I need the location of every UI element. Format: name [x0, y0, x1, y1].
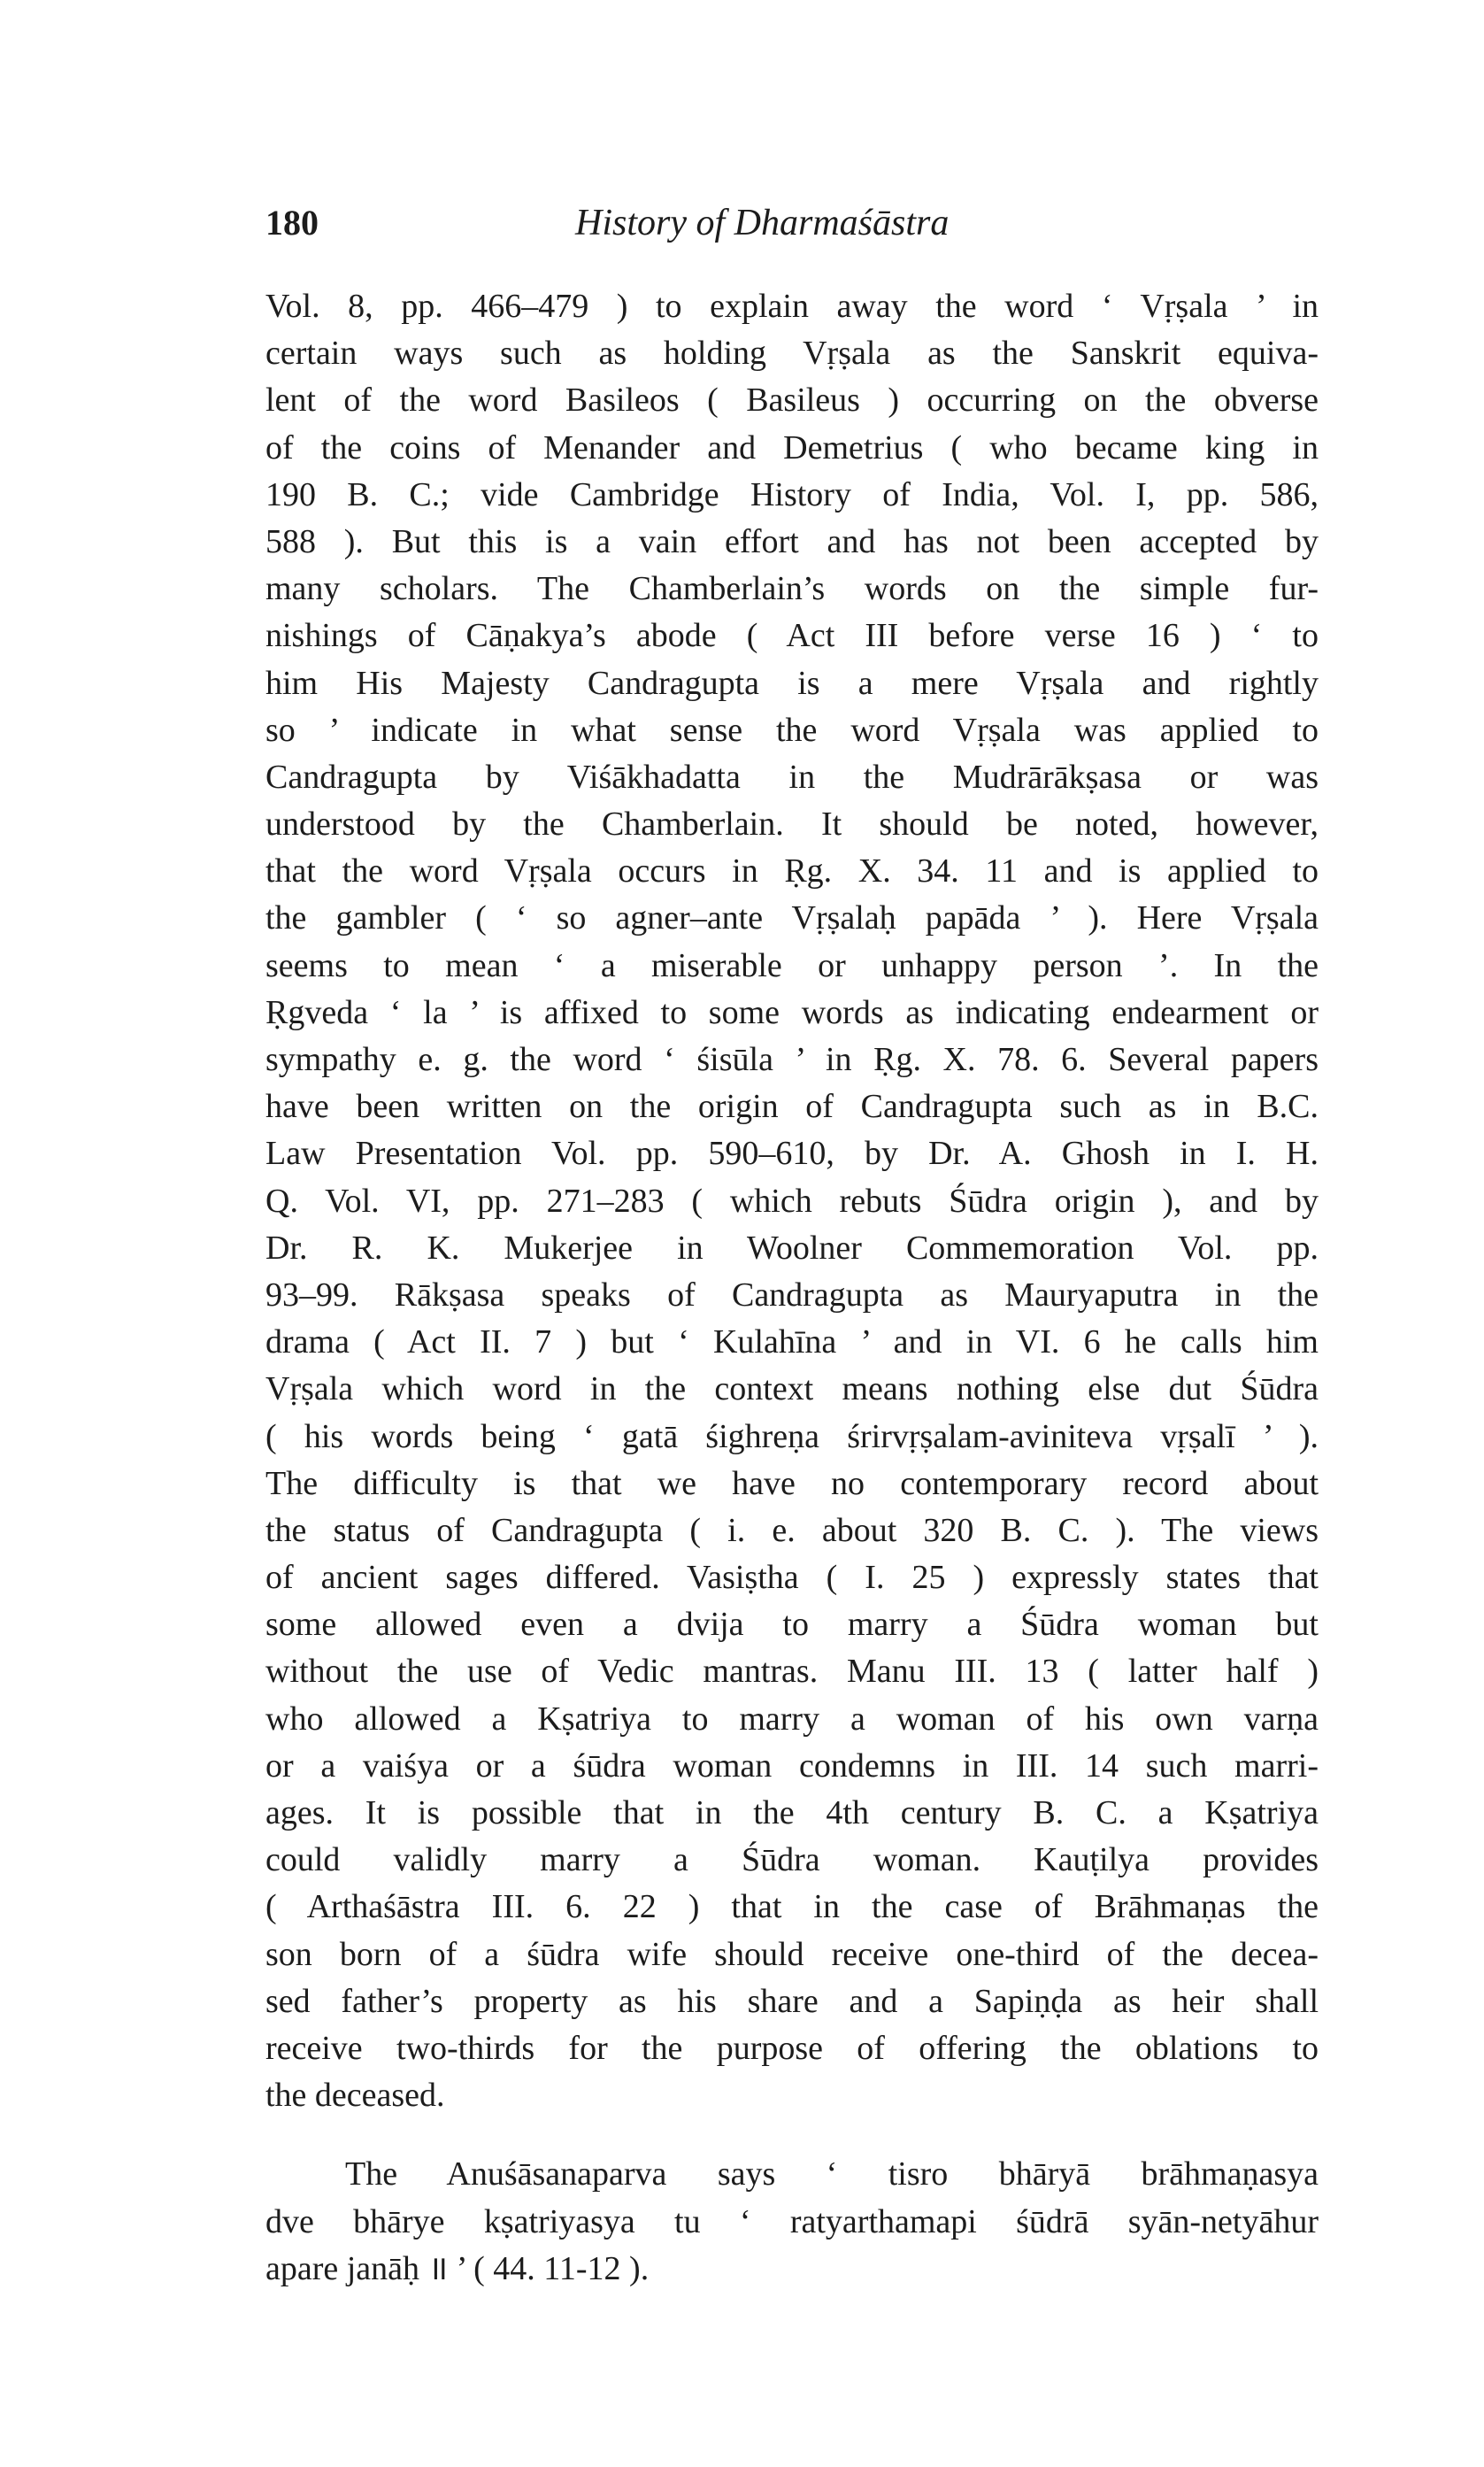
text-line: receive two-thirds for the purpose of offering the oblations to: [265, 2029, 1319, 2067]
text-line: so ’ indicate in what sense the word Vṛṣala was applied to: [265, 711, 1319, 749]
text-line: lent of the word Basileos ( Basileus ) occurring on the obverse: [265, 382, 1319, 420]
text-line: sed father’s property as his share and a Sapiṇḍa as heir shall: [265, 1982, 1319, 2020]
text-line: apare janāḥ ॥ ’ ( 44. 11-12 ).: [265, 2249, 650, 2287]
text-line: sympathy e. g. the word ‘ śisūla ’ in Ṛg. X. 78. 6. Several papers: [265, 1041, 1319, 1078]
paragraph-1: [265, 283, 1319, 2119]
text-line: of the coins of Menander and Demetrius ( who became king in: [265, 428, 1319, 466]
text-line: ( his words being ‘ gatā śighreṇa śrirvṛṣalam-aviniteva vṛṣalī ’ ).: [265, 1417, 1319, 1455]
text-line: or a vaiśya or a śūdra woman condemns in III. 14 such marri-: [265, 1746, 1319, 1785]
text-line: The Anuśāsanaparva says ‘ tisro bhāryā brāhmaṇasya: [345, 2155, 1319, 2193]
text-line: some allowed even a dvija to marry a Śūdra woman but: [265, 1606, 1319, 1644]
text-line: the status of Candragupta ( i. e. about 320 B. C. ). The views: [265, 1511, 1319, 1549]
text-line: ages. It is possible that in the 4th century B. C. a Kṣatriya: [265, 1794, 1319, 1831]
text-line: certain ways such as holding Vṛṣala as the Sanskrit equiva-: [265, 335, 1319, 373]
text-line: Vṛṣala which word in the context means nothing else dut Śūdra: [265, 1370, 1319, 1408]
text-line: understood by the Chamberlain. It should be noted, however,: [265, 806, 1319, 844]
text-line: of ancient sages differed. Vasiṣtha ( I. 25 ) expressly states that: [265, 1559, 1319, 1597]
text-line: Candragupta by Viśākhadatta in the Mudrārākṣasa or was: [265, 758, 1319, 796]
text-line: ( Arthaśāstra III. 6. 22 ) that in the case of Brāhmaṇas the: [265, 1888, 1319, 1926]
text-line: seems to mean ‘ a miserable or unhappy person ’. In the: [265, 946, 1319, 984]
paragraph-2: [265, 2151, 1319, 2293]
page-number: 180: [265, 203, 319, 243]
text-line: could validly marry a Śūdra woman. Kauṭilya provides: [265, 1841, 1319, 1879]
text-line: son born of a śūdra wife should receive one-third of the decea-: [265, 1935, 1319, 1973]
text-line: Ṛgveda ‘ la ’ is affixed to some words as indicating endearment or: [265, 993, 1319, 1031]
text-line: 190 B. C.; vide Cambridge History of India, Vol. I, pp. 586,: [265, 475, 1319, 513]
text-line: that the word Vṛṣala occurs in Ṛg. X. 34. 11 and is applied to: [265, 852, 1319, 890]
running-title: History of Dharmaśāstra: [575, 203, 950, 243]
text-line: drama ( Act II. 7 ) but ‘ Kulahīna ’ and in VI. 6 he calls him: [265, 1323, 1319, 1361]
text-line: without the use of Vedic mantras. Manu III. 13 ( latter half ): [265, 1653, 1319, 1691]
text-line: nishings of Cāṇakya’s abode ( Act III before verse 16 ) ‘ to: [265, 617, 1319, 655]
text-line: 588 ). But this is a vain effort and has not been accepted by: [265, 522, 1319, 560]
text-line: Dr. R. K. Mukerjee in Woolner Commemoration Vol. pp.: [265, 1229, 1319, 1267]
text-line: Vol. 8, pp. 466–479 ) to explain away the word ‘ Vṛṣala ’ in: [265, 288, 1319, 325]
text-line: 93–99. Rākṣasa speaks of Candragupta as Mauryaputra in the: [265, 1276, 1319, 1314]
body-text: [265, 283, 1319, 2293]
text-line: many scholars. The Chamberlain’s words on the simple fur-: [265, 570, 1319, 608]
text-line: the gambler ( ‘ so agner–ante Vṛṣalaḥ papāda ’ ). Here Vṛṣala: [265, 899, 1319, 937]
text-line: Law Presentation Vol. pp. 590–610, by Dr. A. Ghosh in I. H.: [265, 1135, 1319, 1173]
text-line: Q. Vol. VI, pp. 271–283 ( which rebuts Śūdra origin ), and by: [265, 1182, 1319, 1220]
page-header: [265, 202, 1327, 255]
text-line: The difficulty is that we have no contemporary record about: [265, 1464, 1319, 1502]
text-line: the deceased.: [265, 2077, 445, 2115]
text-line: dve bhārye kṣatriyasya tu ‘ ratyarthamapi śūdrā syān-netyāhur: [265, 2202, 1319, 2240]
text-line: who allowed a Kṣatriya to marry a woman of his own varṇa: [265, 1700, 1319, 1738]
text-line: have been written on the origin of Candragupta such as in B.C.: [265, 1088, 1319, 1126]
text-line: him His Majesty Candragupta is a mere Vṛṣala and rightly: [265, 664, 1319, 702]
